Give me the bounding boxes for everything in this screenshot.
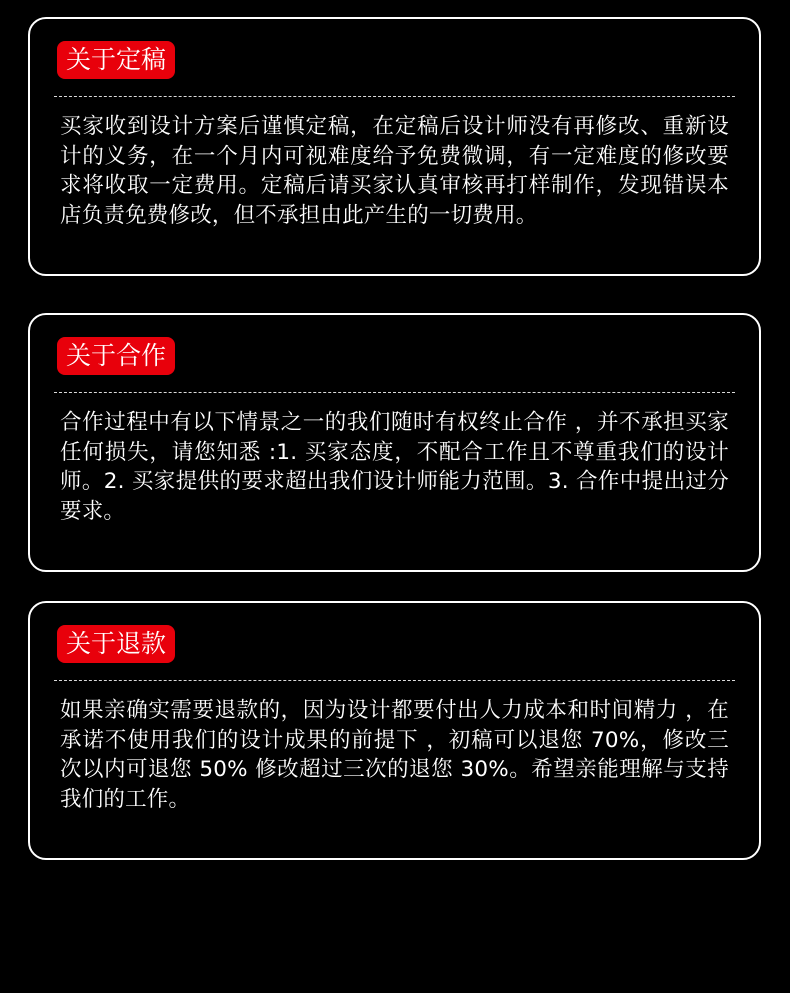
policy-card-cooperation [28, 313, 761, 572]
dashed-divider [54, 96, 735, 97]
section-body-text: 如果亲确实需要退款的，因为设计都要付出人力成本和时间精力 ，在承诺不使用我们的设计成果的前提下 ，初稿可以退您 70%，修改三次以内可退您 50% 修改超过三次的退您 30%。希望亲能理解与支持我们的工作。 [60, 698, 729, 812]
dashed-divider [54, 680, 735, 681]
section-title-badge: 关于定稿 [57, 41, 175, 79]
section-title-badge: 关于退款 [57, 625, 175, 663]
section-title-badge: 关于合作 [57, 337, 175, 375]
section-body-text: 合作过程中有以下情景之一的我们随时有权终止合作 ，并不承担买家任何损失，请您知悉 :1. 买家态度，不配合工作且不尊重我们的设计师。2. 买家提供的要求超出我们设计师能力范围。3. 合作中提出过分要求。 [60, 410, 729, 524]
dashed-divider [54, 392, 735, 393]
policy-card-finalization [28, 17, 761, 276]
policy-card-refund [28, 601, 761, 860]
section-body-text: 买家收到设计方案后谨慎定稿，在定稿后设计师没有再修改、重新设计的义务，在一个月内可视难度给予免费微调，有一定难度的修改要求将收取一定费用。定稿后请买家认真审核再打样制作，发现错误本店负责免费修改，但不承担由此产生的一切费用。 [60, 114, 729, 228]
